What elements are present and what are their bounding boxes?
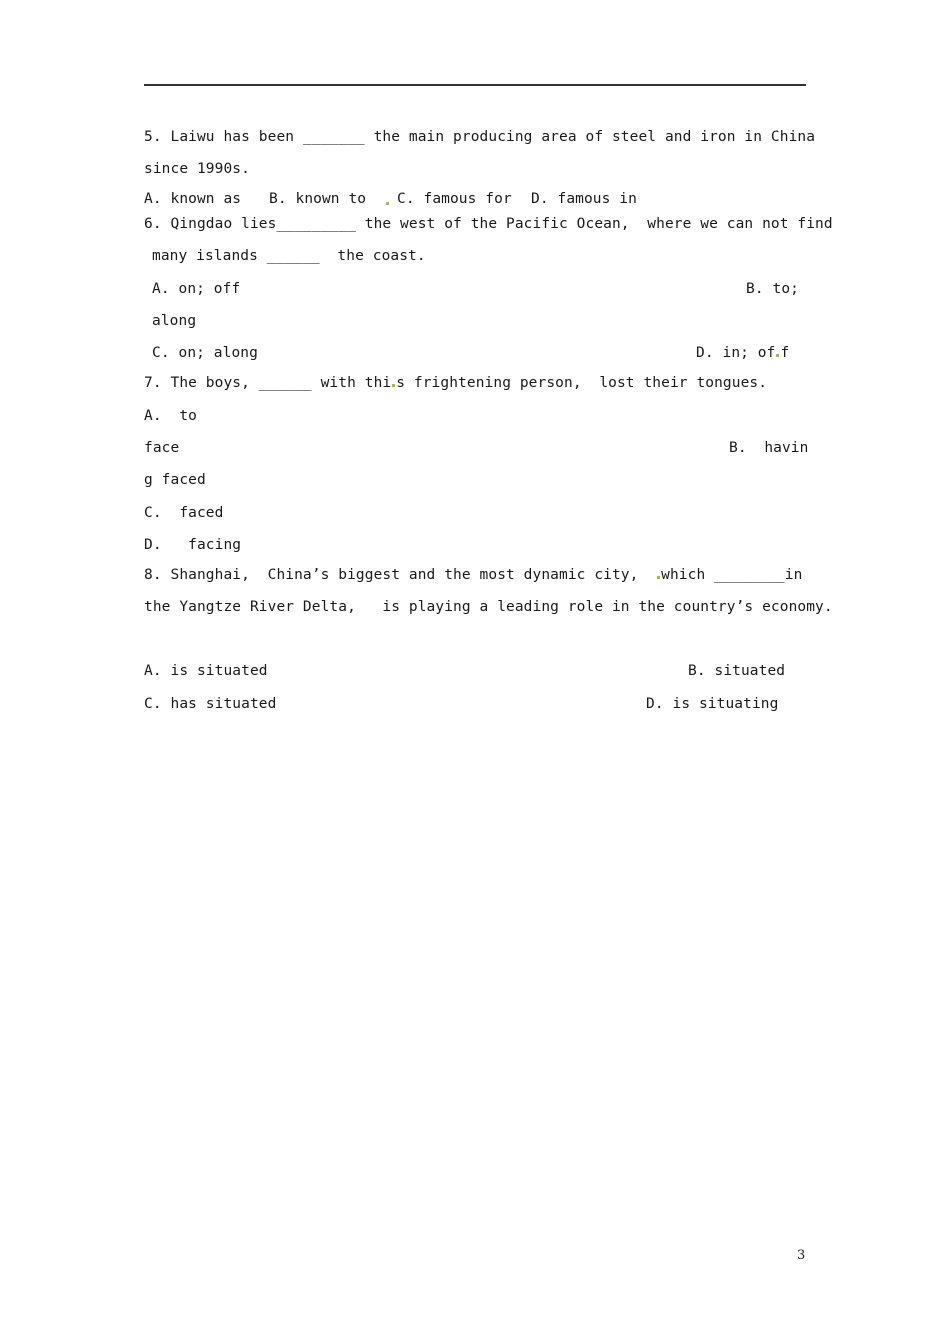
q7-option-b: B. havin xyxy=(729,440,809,456)
q5-stem-line1: 5. Laiwu has been _______ the main producing area of steel and iron in China xyxy=(144,129,816,145)
q6-option-b-cont: along xyxy=(152,313,197,329)
q8-stem-part1: 8. Shanghai, China’s biggest and the most dynamic city, xyxy=(144,567,657,583)
q6-option-d-text: D. in; of xyxy=(696,345,776,361)
q7-option-a: A. to xyxy=(144,408,197,424)
q8-option-a: A. is situated xyxy=(144,663,268,679)
q7-option-a-cont: face xyxy=(144,440,180,456)
q6-stem-line2: many islands ______ the coast. xyxy=(152,248,426,264)
q6-option-d xyxy=(696,344,789,362)
q5-option-c: C. famous for xyxy=(397,191,512,207)
q8-option-c: C. has situated xyxy=(144,696,277,712)
q6-option-c: C. on; along xyxy=(152,345,258,361)
page-number: 3 xyxy=(797,1248,806,1263)
q7-stem-part1: 7. The boys, ______ with thi xyxy=(144,375,392,391)
mark-dot xyxy=(392,384,395,387)
q7-option-c: C. faced xyxy=(144,505,224,521)
q7-option-b-cont: g faced xyxy=(144,472,206,488)
q8-stem-part2: which ________in xyxy=(661,567,803,583)
q5-stem-line2: since 1990s. xyxy=(144,161,250,177)
q8-option-b: B. situated xyxy=(688,663,786,679)
q8-option-d: D. is situating xyxy=(646,696,779,712)
q7-stem xyxy=(144,374,767,392)
header-rule xyxy=(144,84,806,86)
q6-option-b: B. to; xyxy=(746,281,799,297)
q6-option-a: A. on; off xyxy=(152,281,241,297)
q6-stem-line1: 6. Qingdao lies_________ the west of the Pacific Ocean, where we can not find xyxy=(144,216,833,232)
q7-stem-part2: s frightening person, lost their tongues. xyxy=(396,375,768,391)
q8-stem-line1 xyxy=(144,566,802,584)
q5-option-a: A. known as xyxy=(144,191,242,207)
q7-option-d: D. facing xyxy=(144,537,242,553)
q5-option-d: D. famous in xyxy=(531,191,637,207)
q5-option-b: B. known to xyxy=(269,191,367,207)
mark-dot xyxy=(657,576,660,579)
q8-stem-line2: the Yangtze River Delta, is playing a leading role in the country’s economy. xyxy=(144,599,833,615)
q6-option-d-text-end: f xyxy=(780,345,790,361)
mark-dot xyxy=(386,202,389,205)
